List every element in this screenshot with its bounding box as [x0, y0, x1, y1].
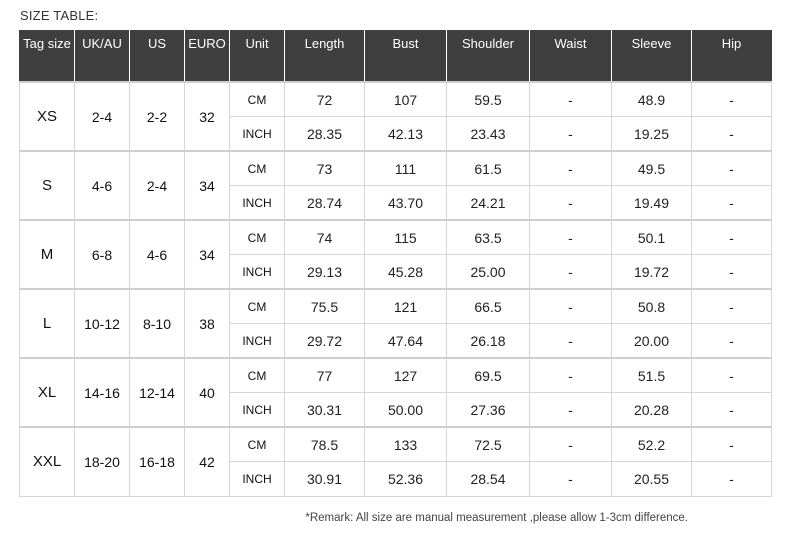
euro-cell: 40	[185, 358, 230, 427]
us-cell: 2-4	[130, 151, 185, 220]
us-cell: 8-10	[130, 289, 185, 358]
size-table-body	[20, 82, 772, 496]
hip-cell: -	[692, 289, 772, 324]
column-header: Shoulder	[447, 30, 530, 82]
column-header: Waist	[530, 30, 612, 82]
hip-cell: -	[692, 82, 772, 117]
hip-cell: -	[692, 186, 772, 221]
shoulder-cell: 24.21	[447, 186, 530, 221]
column-header: Length	[285, 30, 365, 82]
shoulder-cell: 23.43	[447, 117, 530, 152]
sleeve-cell: 19.25	[612, 117, 692, 152]
waist-cell: -	[530, 151, 612, 186]
hip-cell: -	[692, 462, 772, 497]
waist-cell: -	[530, 393, 612, 428]
shoulder-cell: 66.5	[447, 289, 530, 324]
unit-cell: INCH	[230, 393, 285, 428]
sleeve-cell: 20.00	[612, 324, 692, 359]
waist-cell: -	[530, 427, 612, 462]
sleeve-cell: 19.49	[612, 186, 692, 221]
bust-cell: 52.36	[365, 462, 447, 497]
bust-cell: 50.00	[365, 393, 447, 428]
sleeve-cell: 52.2	[612, 427, 692, 462]
unit-cell: CM	[230, 82, 285, 117]
column-header: US	[130, 30, 185, 82]
euro-cell: 34	[185, 151, 230, 220]
length-cell: 74	[285, 220, 365, 255]
table-row	[20, 151, 772, 186]
shoulder-cell: 72.5	[447, 427, 530, 462]
uk-au-cell: 4-6	[75, 151, 130, 220]
hip-cell: -	[692, 220, 772, 255]
euro-cell: 38	[185, 289, 230, 358]
length-cell: 73	[285, 151, 365, 186]
bust-cell: 43.70	[365, 186, 447, 221]
hip-cell: -	[692, 117, 772, 152]
bust-cell: 133	[365, 427, 447, 462]
waist-cell: -	[530, 82, 612, 117]
tag-size-cell: XS	[20, 82, 75, 151]
column-header: UK/AU	[75, 30, 130, 82]
uk-au-cell: 14-16	[75, 358, 130, 427]
unit-cell: CM	[230, 358, 285, 393]
unit-cell: INCH	[230, 117, 285, 152]
waist-cell: -	[530, 255, 612, 290]
hip-cell: -	[692, 151, 772, 186]
shoulder-cell: 63.5	[447, 220, 530, 255]
bust-cell: 45.28	[365, 255, 447, 290]
us-cell: 2-2	[130, 82, 185, 151]
waist-cell: -	[530, 220, 612, 255]
remark-note: *Remark: All size are manual measurement ,please allow 1-3cm difference.	[305, 512, 688, 524]
shoulder-cell: 69.5	[447, 358, 530, 393]
uk-au-cell: 18-20	[75, 427, 130, 496]
waist-cell: -	[530, 358, 612, 393]
length-cell: 77	[285, 358, 365, 393]
uk-au-cell: 2-4	[75, 82, 130, 151]
bust-cell: 127	[365, 358, 447, 393]
length-cell: 30.31	[285, 393, 365, 428]
table-row	[20, 289, 772, 324]
unit-cell: CM	[230, 289, 285, 324]
unit-cell: INCH	[230, 255, 285, 290]
hip-cell: -	[692, 358, 772, 393]
waist-cell: -	[530, 117, 612, 152]
length-cell: 28.74	[285, 186, 365, 221]
shoulder-cell: 26.18	[447, 324, 530, 359]
sleeve-cell: 20.28	[612, 393, 692, 428]
euro-cell: 32	[185, 82, 230, 151]
sleeve-cell: 19.72	[612, 255, 692, 290]
sleeve-cell: 50.1	[612, 220, 692, 255]
sleeve-cell: 20.55	[612, 462, 692, 497]
hip-cell: -	[692, 324, 772, 359]
bust-cell: 47.64	[365, 324, 447, 359]
length-cell: 30.91	[285, 462, 365, 497]
waist-cell: -	[530, 289, 612, 324]
us-cell: 12-14	[130, 358, 185, 427]
us-cell: 4-6	[130, 220, 185, 289]
length-cell: 29.13	[285, 255, 365, 290]
hip-cell: -	[692, 427, 772, 462]
sleeve-cell: 50.8	[612, 289, 692, 324]
shoulder-cell: 59.5	[447, 82, 530, 117]
waist-cell: -	[530, 324, 612, 359]
tag-size-cell: M	[20, 220, 75, 289]
page-title: SIZE TABLE:	[20, 8, 99, 23]
waist-cell: -	[530, 186, 612, 221]
unit-cell: INCH	[230, 324, 285, 359]
bust-cell: 115	[365, 220, 447, 255]
unit-cell: INCH	[230, 462, 285, 497]
column-header: Unit	[230, 30, 285, 82]
bust-cell: 111	[365, 151, 447, 186]
shoulder-cell: 27.36	[447, 393, 530, 428]
uk-au-cell: 6-8	[75, 220, 130, 289]
table-header-row	[20, 30, 772, 82]
unit-cell: CM	[230, 220, 285, 255]
us-cell: 16-18	[130, 427, 185, 496]
euro-cell: 42	[185, 427, 230, 496]
waist-cell: -	[530, 462, 612, 497]
uk-au-cell: 10-12	[75, 289, 130, 358]
column-header: Hip	[692, 30, 772, 82]
unit-cell: INCH	[230, 186, 285, 221]
column-header: Sleeve	[612, 30, 692, 82]
shoulder-cell: 25.00	[447, 255, 530, 290]
column-header: Bust	[365, 30, 447, 82]
bust-cell: 121	[365, 289, 447, 324]
shoulder-cell: 28.54	[447, 462, 530, 497]
tag-size-cell: XXL	[20, 427, 75, 496]
unit-cell: CM	[230, 427, 285, 462]
bust-cell: 42.13	[365, 117, 447, 152]
hip-cell: -	[692, 255, 772, 290]
length-cell: 75.5	[285, 289, 365, 324]
sleeve-cell: 51.5	[612, 358, 692, 393]
length-cell: 78.5	[285, 427, 365, 462]
table-row	[20, 358, 772, 393]
sleeve-cell: 49.5	[612, 151, 692, 186]
table-row	[20, 82, 772, 117]
column-header: Tag size	[20, 30, 75, 82]
size-table	[19, 30, 772, 497]
bust-cell: 107	[365, 82, 447, 117]
hip-cell: -	[692, 393, 772, 428]
length-cell: 29.72	[285, 324, 365, 359]
unit-cell: CM	[230, 151, 285, 186]
table-row	[20, 427, 772, 462]
length-cell: 72	[285, 82, 365, 117]
tag-size-cell: XL	[20, 358, 75, 427]
shoulder-cell: 61.5	[447, 151, 530, 186]
table-row	[20, 220, 772, 255]
sleeve-cell: 48.9	[612, 82, 692, 117]
tag-size-cell: L	[20, 289, 75, 358]
euro-cell: 34	[185, 220, 230, 289]
column-header: EURO	[185, 30, 230, 82]
length-cell: 28.35	[285, 117, 365, 152]
tag-size-cell: S	[20, 151, 75, 220]
